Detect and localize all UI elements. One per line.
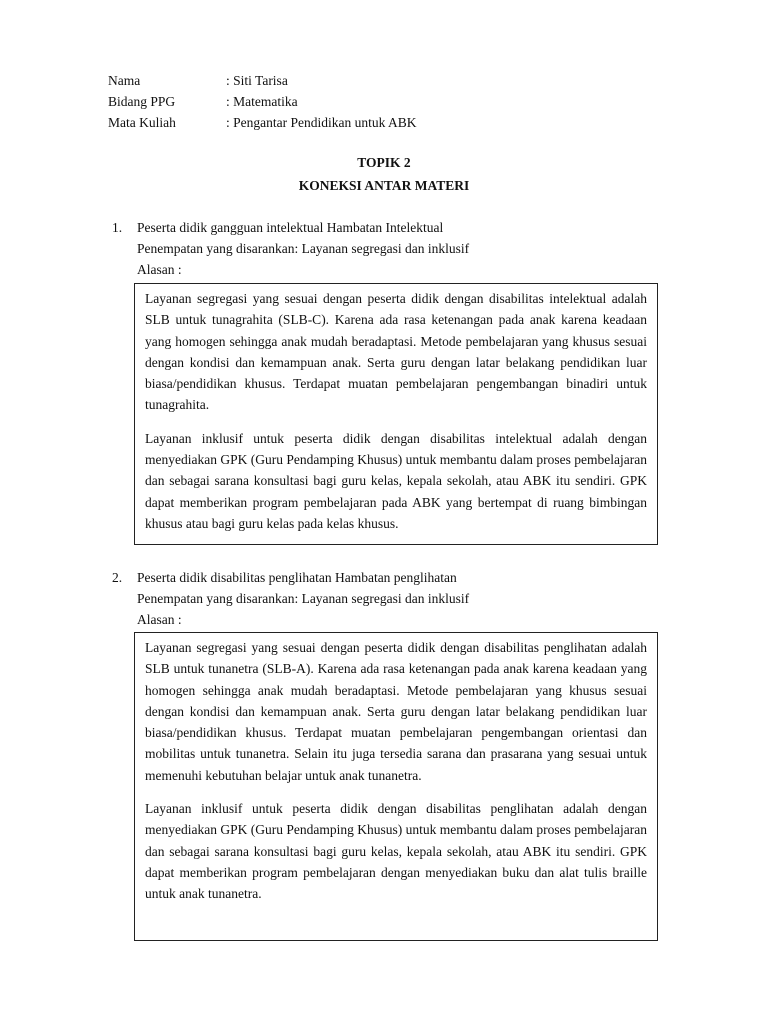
topic-subtitle: KONEKSI ANTAR MATERI xyxy=(298,178,470,193)
info-value: : Pengantar Pendidikan untuk ABK xyxy=(226,115,417,130)
item-number: 2. xyxy=(112,570,123,585)
info-label: Nama xyxy=(108,73,141,88)
info-value: : Matematika xyxy=(226,94,298,109)
item-placement: Penempatan yang disarankan: Layanan segregasi dan inklusif xyxy=(137,591,470,606)
info-value: : Siti Tarisa xyxy=(226,73,288,88)
reason-paragraph-inclusive: Layanan inklusif untuk peserta didik dengan disabilitas intelektual adalah dengan menyediakan GPK (Guru Pendamping Khusus) untuk membantu dalam proses pembelajaran dan sebagai sarana konsultasi bagi guru kelas, kepala sekolah, atau ABK itu sendiri. GPK dapat memberikan program pembelajaran pada ABK yang bertempat di ruang bimbingan khusus atau bagi guru kelas pada kelas khusus. xyxy=(145,430,648,531)
reason-paragraph-segregation: Layanan segregasi yang sesuai dengan peserta didik dengan disabilitas penglihatan adalah SLB untuk tunanetra (SLB-A). Karena ada rasa ketenangan pada anak karena keadaan yang homogen sehingga anak mudah beradaptasi. Metode pembelajaran yang khusus sesuai dengan kondisi dan kemampuan anak. Serta guru dengan latar belakang pendidikan luar biasa/pendidikan khusus. Terdapat muatan pembelajaran pengembangan orientasi dan mobilitas untuk tunanetra. Selain itu juga tersedia sarana dan prasarana yang sesuai untuk memenuhi kebutuhan belajar untuk anak tunanetra. xyxy=(145,640,647,783)
item-heading: Peserta didik gangguan intelektual Hambatan Intelektual xyxy=(137,220,444,235)
info-row-name xyxy=(108,70,416,91)
item-number: 1. xyxy=(112,220,123,235)
item-reason-label: Alasan : xyxy=(137,262,182,277)
item-1 xyxy=(112,217,672,280)
item-placement: Penempatan yang disarankan: Layanan segregasi dan inklusif xyxy=(137,241,470,256)
info-label: Bidang PPG xyxy=(108,94,176,109)
item-2 xyxy=(112,567,672,630)
item-reason-label: Alasan : xyxy=(137,612,182,627)
topic-title: TOPIK 2 xyxy=(357,155,411,170)
info-row-field xyxy=(108,91,416,112)
reason-paragraph-inclusive: Layanan inklusif untuk peserta didik dengan disabilitas penglihatan adalah dengan menyediakan GPK (Guru Pendamping Khusus) untuk membantu dalam proses pembelajaran dan sebagai sarana konsultasi bagi guru kelas, kepala sekolah, atau ABK itu sendiri. GPK dapat memberikan program pembelajaran dengan menyediakan buku dan alat tulis braille untuk anak tunanetra. xyxy=(145,801,648,902)
reason-box-1 xyxy=(134,283,658,545)
reason-box-2 xyxy=(134,632,658,941)
info-label: Mata Kuliah xyxy=(108,115,176,130)
student-info xyxy=(108,70,416,133)
item-heading: Peserta didik disabilitas penglihatan Hambatan penglihatan xyxy=(137,570,457,585)
info-row-course xyxy=(108,112,416,133)
reason-paragraph-segregation: Layanan segregasi yang sesuai dengan peserta didik dengan disabilitas intelektual adalah SLB untuk tunagrahita (SLB-C). Karena ada rasa ketenangan pada anak karena keadaan yang homogen sehingga anak mudah beradaptasi. Metode pembelajaran yang khusus sesuai dengan kondisi dan kemampuan anak. Serta guru dengan latar belakang pendidikan luar biasa/pendidikan khusus. Terdapat muatan pembelajaran pengembangan binadiri untuk tunagrahita. xyxy=(145,291,647,413)
